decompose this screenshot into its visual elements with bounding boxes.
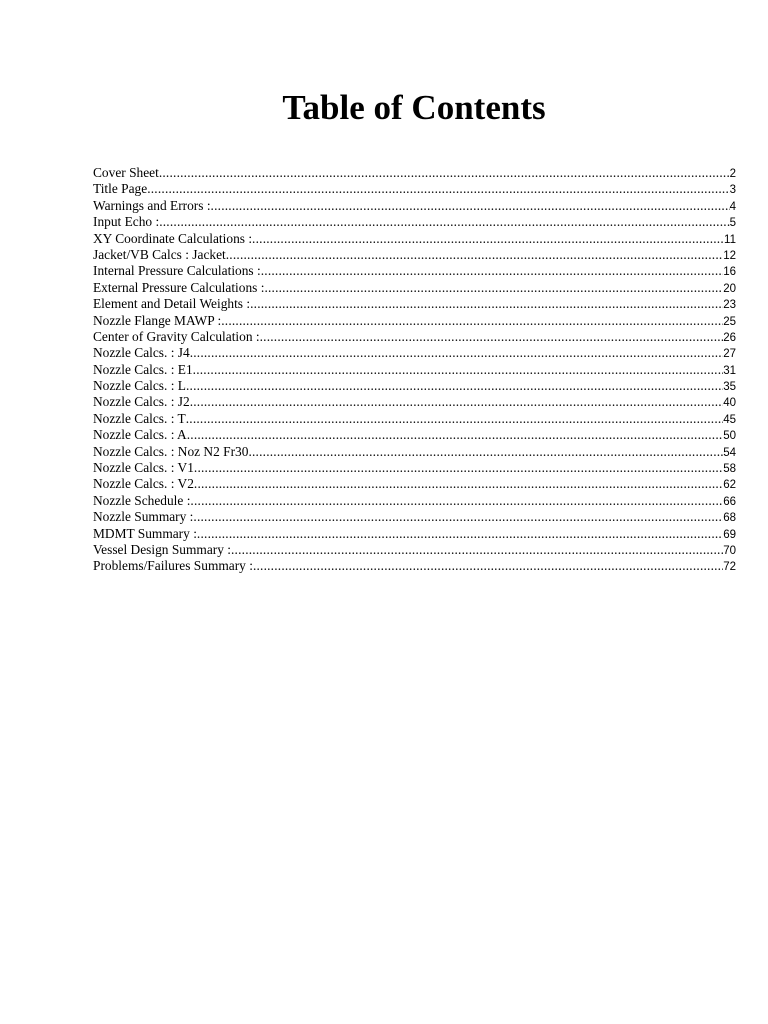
toc-entry[interactable] [93,542,736,558]
toc-dot-leader [190,493,723,509]
toc-entry-label: MDMT Summary : [93,525,197,541]
toc-entry[interactable] [93,263,736,279]
toc-entry-label: Internal Pressure Calculations : [93,263,261,279]
toc-entry-page-number: 2 [729,168,736,180]
toc-entry-page-number: 25 [723,315,736,328]
toc-entry-page-number: 26 [723,331,736,344]
toc-entry-page-number: 72 [723,561,736,574]
toc-entry[interactable] [93,247,736,263]
toc-dot-leader [159,165,730,181]
toc-dot-leader [261,263,723,279]
toc-entry-page-number: 62 [723,479,736,492]
toc-entry-page-number: 23 [723,299,736,312]
toc-entry[interactable] [93,378,736,394]
toc-entry-page-number: 69 [723,528,736,541]
toc-dot-leader [264,280,723,296]
toc-entry-label: Input Echo : [93,214,160,230]
toc-dot-leader [194,476,723,492]
toc-dot-leader [193,509,723,525]
toc-entry[interactable] [93,427,736,443]
toc-dot-leader [260,329,724,345]
toc-entry-page-number: 66 [723,495,736,508]
toc-entry-page-number: 68 [723,512,736,525]
toc-list [93,165,736,575]
toc-entry-label: Nozzle Calcs. : T [93,410,186,426]
toc-entry-page-number: 20 [723,282,736,295]
toc-entry-label: Nozzle Calcs. : J2 [93,394,190,410]
toc-entry-page-number: 54 [723,446,736,459]
toc-entry-label: Nozzle Calcs. : V2 [93,476,194,492]
toc-entry-page-number: 12 [723,249,736,262]
toc-entry-label: Problems/Failures Summary : [93,558,253,574]
toc-entry[interactable] [93,526,736,542]
toc-entry-page-number: 58 [723,463,736,476]
toc-entry-label: Warnings and Errors : [93,197,211,213]
toc-dot-leader [221,313,723,329]
toc-dot-leader [186,411,723,427]
toc-entry[interactable] [93,460,736,476]
toc-entry[interactable] [93,411,736,427]
toc-entry-page-number: 5 [729,217,736,230]
toc-entry[interactable] [93,214,736,230]
toc-dot-leader [159,214,729,230]
toc-entry[interactable] [93,509,736,525]
toc-entry-page-number: 16 [723,266,736,279]
toc-dot-leader [250,296,723,312]
toc-entry-page-number: 4 [729,200,736,213]
toc-entry[interactable] [93,280,736,296]
toc-dot-leader [231,542,723,558]
toc-entry-label: Cover Sheet [93,165,159,180]
toc-entry[interactable] [93,493,736,509]
toc-dot-leader [190,394,724,410]
toc-dot-leader [186,378,723,394]
toc-entry[interactable] [93,313,736,329]
toc-entry[interactable] [93,476,736,492]
toc-entry-page-number: 45 [723,413,736,426]
toc-entry[interactable] [93,231,736,247]
toc-entry-label: Nozzle Schedule : [93,492,191,508]
toc-entry-page-number: 70 [723,544,736,557]
toc-entry-page-number: 31 [723,364,736,377]
toc-dot-leader [190,345,724,361]
toc-entry-page-number: 3 [729,184,736,197]
toc-entry-label: Nozzle Calcs. : V1 [93,460,194,476]
toc-entry[interactable] [93,181,736,197]
page-title: Table of Contents [282,88,546,127]
toc-dot-leader [253,558,723,574]
toc-dot-leader [187,427,723,443]
toc-dot-leader [193,362,724,378]
toc-entry[interactable] [93,362,736,378]
toc-entry-page-number: 50 [723,430,736,443]
toc-entry[interactable] [93,198,736,214]
toc-entry-label: Nozzle Calcs. : J4 [93,345,190,361]
toc-entry-label: Nozzle Calcs. : Noz N2 Fr30 [93,443,249,459]
toc-entry-page-number: 11 [724,233,736,246]
toc-entry[interactable] [93,165,736,181]
toc-dot-leader [226,247,723,263]
toc-entry-label: Vessel Design Summary : [93,541,231,557]
toc-entry-label: Nozzle Calcs. : L [93,378,186,394]
toc-dot-leader [147,181,729,197]
toc-entry[interactable] [93,394,736,410]
toc-dot-leader [211,198,730,214]
toc-entry[interactable] [93,296,736,312]
toc-entry-label: Nozzle Flange MAWP : [93,312,222,328]
toc-entry-page-number: 40 [723,397,736,410]
toc-entry-label: Jacket/VB Calcs : Jacket [93,246,226,262]
toc-entry[interactable] [93,345,736,361]
toc-entry-label: Title Page [93,181,148,197]
toc-entry-label: Center of Gravity Calculation : [93,328,260,344]
toc-entry-label: Element and Detail Weights : [93,296,251,312]
toc-dot-leader [197,526,723,542]
toc-entry-label: Nozzle Calcs. : E1 [93,361,193,377]
toc-entry[interactable] [93,444,736,460]
toc-entry-label: External Pressure Calculations : [93,279,265,295]
toc-entry[interactable] [93,558,736,574]
toc-entry[interactable] [93,329,736,345]
toc-entry-label: XY Coordinate Calculations : [93,230,253,246]
toc-dot-leader [248,444,723,460]
toc-dot-leader [194,460,723,476]
toc-entry-label: Nozzle Summary : [93,509,194,525]
toc-entry-label: Nozzle Calcs. : A [93,427,187,443]
toc-entry-page-number: 35 [723,381,736,394]
toc-dot-leader [252,231,724,247]
toc-entry-page-number: 27 [723,348,736,361]
